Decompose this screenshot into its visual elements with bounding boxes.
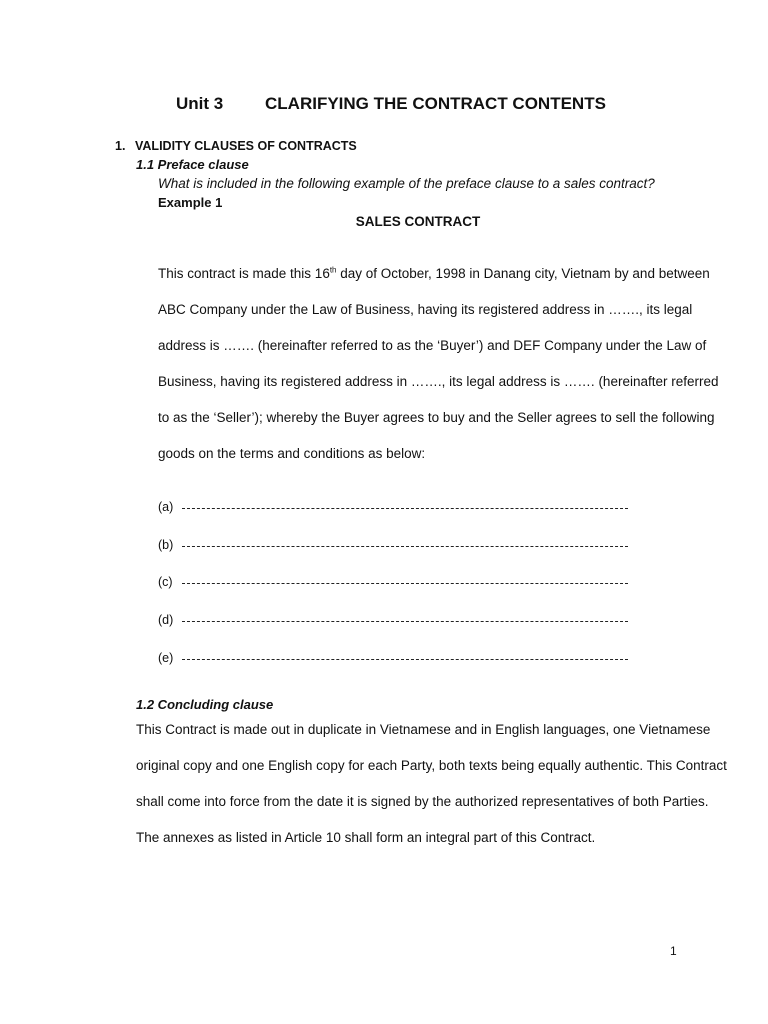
blank-item-label: (b) xyxy=(158,538,174,552)
blank-item xyxy=(158,651,628,665)
example-label: Example 1 xyxy=(158,195,223,210)
blank-line xyxy=(182,508,628,509)
blank-line xyxy=(182,659,628,660)
concluding-line: original copy and one English copy for each Party, both texts being equally authentic. This Contract xyxy=(136,758,727,773)
unit-label: Unit 3 xyxy=(176,94,224,113)
preface-line: This contract is made this 16th day of October, 1998 in Danang city, Vietnam by and between xyxy=(158,265,710,281)
blank-line xyxy=(182,583,628,584)
concluding-line: This Contract is made out in duplicate in Vietnamese and in English languages, one Vietnamese xyxy=(136,722,711,737)
preface-line: address is ……. (hereinafter referred to as the ‘Buyer’) and DEF Company under the Law of xyxy=(158,338,707,353)
blank-line xyxy=(182,621,628,622)
section-1-heading xyxy=(115,139,357,153)
concluding-line: shall come into force from the date it is signed by the authorized representatives of both Parties. xyxy=(136,794,709,809)
page-number: 1 xyxy=(670,944,677,958)
section-1-title: VALIDITY CLAUSES OF CONTRACTS xyxy=(135,139,357,153)
preface-line: Business, having its registered address in ……., its legal address is ……. (hereinafter referred xyxy=(158,374,719,389)
preface-line: to as the ‘Seller’); whereby the Buyer agrees to buy and the Seller agrees to sell the following xyxy=(158,410,715,425)
blank-item xyxy=(158,500,628,514)
blank-item-label: (a) xyxy=(158,500,174,514)
blank-item-label: (e) xyxy=(158,651,174,665)
preface-clause-heading: 1.1 Preface clause xyxy=(136,157,249,172)
preface-line: goods on the terms and conditions as below: xyxy=(158,446,426,461)
unit-heading: CLARIFYING THE CONTRACT CONTENTS xyxy=(265,94,606,113)
blank-item xyxy=(158,575,628,589)
sales-contract-title: SALES CONTRACT xyxy=(355,214,481,229)
blank-item xyxy=(158,538,628,552)
concluding-clause-heading: 1.2 Concluding clause xyxy=(136,697,274,712)
concluding-line: The annexes as listed in Article 10 shall form an integral part of this Contract. xyxy=(136,830,596,845)
preface-question: What is included in the following example of the preface clause to a sales contract? xyxy=(158,176,655,191)
blank-line xyxy=(182,546,628,547)
section-1-number: 1. xyxy=(115,139,126,153)
blank-item-label: (d) xyxy=(158,613,174,627)
preface-line: ABC Company under the Law of Business, having its registered address in ……., its legal xyxy=(158,302,693,317)
ordinal-suffix: th xyxy=(329,265,337,275)
blank-item xyxy=(158,613,628,627)
blank-item-label: (c) xyxy=(158,575,173,589)
